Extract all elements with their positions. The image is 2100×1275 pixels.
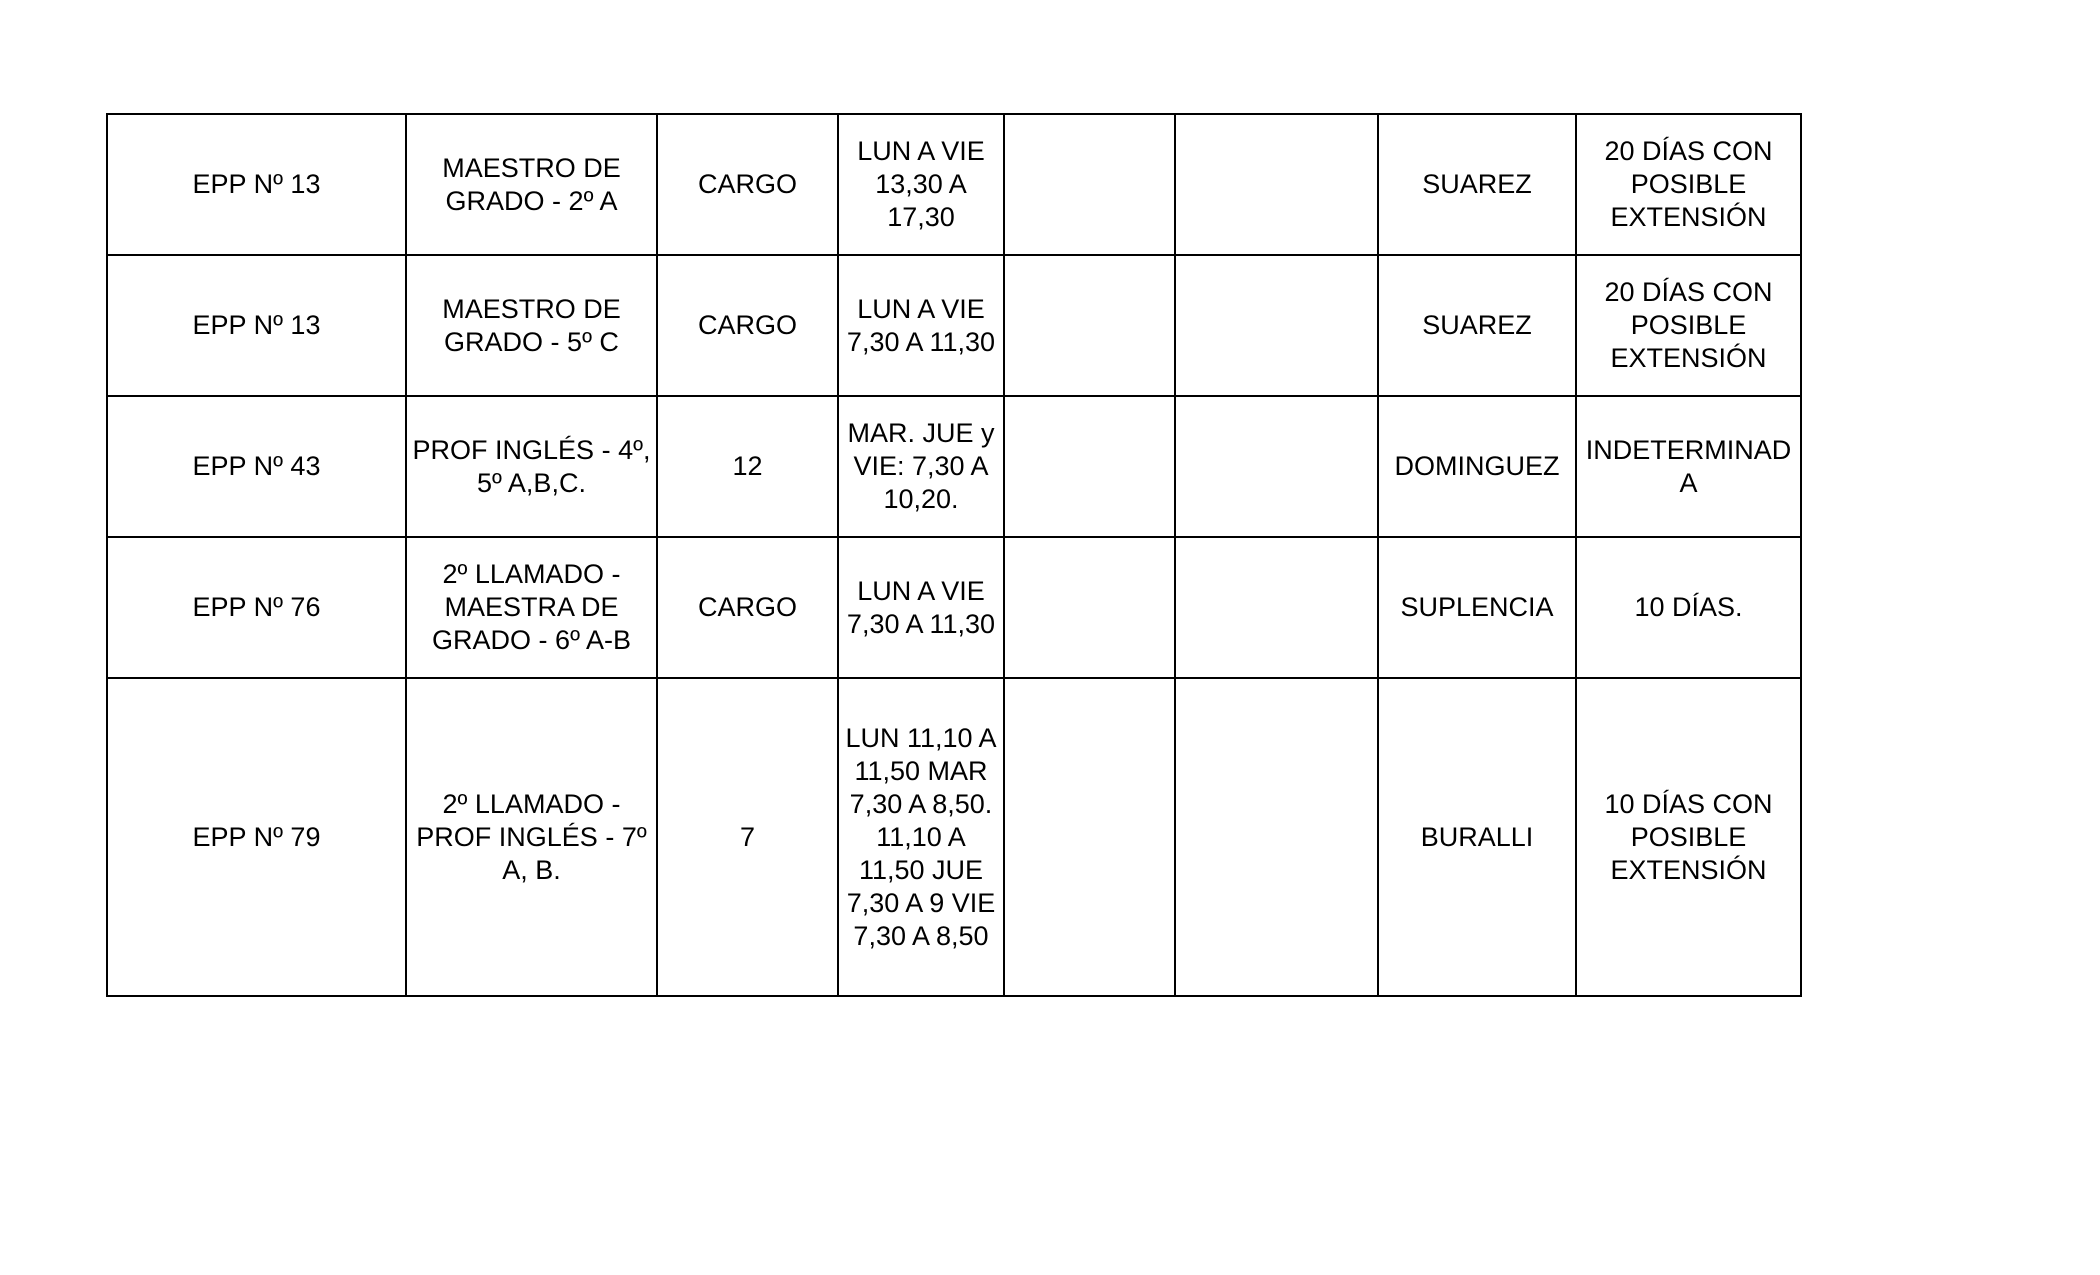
school-cell: EPP Nº 76 [107,537,406,678]
table-row [107,255,1801,396]
empty-cell [1175,537,1378,678]
hours-cell: CARGO [657,537,838,678]
schedule-cell: LUN 11,10 A 11,50 MAR 7,30 A 8,50. 11,10 A 11,50 JUE 7,30 A 9 VIE 7,30 A 8,50 [838,678,1004,996]
schedule-cell: LUN A VIE 13,30 A 17,30 [838,114,1004,255]
name-cell: SUPLENCIA [1378,537,1576,678]
job-listing-table [106,113,1802,997]
empty-cell [1004,537,1175,678]
empty-cell [1004,396,1175,537]
duration-cell: INDETERMINAD A [1576,396,1801,537]
duration-cell: 10 DÍAS CON POSIBLE EXTENSIÓN [1576,678,1801,996]
hours-cell: 12 [657,396,838,537]
position-cell: 2º LLAMADO - MAESTRA DE GRADO - 6º A-B [406,537,657,678]
table-row [107,396,1801,537]
duration-cell: 20 DÍAS CON POSIBLE EXTENSIÓN [1576,255,1801,396]
table-row [107,537,1801,678]
empty-cell [1175,396,1378,537]
empty-cell [1004,114,1175,255]
school-cell: EPP Nº 13 [107,255,406,396]
position-cell: PROF INGLÉS - 4º, 5º A,B,C. [406,396,657,537]
position-cell: MAESTRO DE GRADO - 5º C [406,255,657,396]
empty-cell [1175,114,1378,255]
name-cell: SUAREZ [1378,255,1576,396]
hours-cell: CARGO [657,255,838,396]
school-cell: EPP Nº 79 [107,678,406,996]
schedule-cell: LUN A VIE 7,30 A 11,30 [838,255,1004,396]
schedule-cell: LUN A VIE 7,30 A 11,30 [838,537,1004,678]
school-cell: EPP Nº 43 [107,396,406,537]
empty-cell [1004,255,1175,396]
empty-cell [1175,255,1378,396]
hours-cell: 7 [657,678,838,996]
duration-cell: 20 DÍAS CON POSIBLE EXTENSIÓN [1576,114,1801,255]
table-row [107,114,1801,255]
position-cell: MAESTRO DE GRADO - 2º A [406,114,657,255]
empty-cell [1004,678,1175,996]
duration-cell: 10 DÍAS. [1576,537,1801,678]
name-cell: BURALLI [1378,678,1576,996]
empty-cell [1175,678,1378,996]
hours-cell: CARGO [657,114,838,255]
name-cell: SUAREZ [1378,114,1576,255]
schedule-cell: MAR. JUE y VIE: 7,30 A 10,20. [838,396,1004,537]
position-cell: 2º LLAMADO - PROF INGLÉS - 7º A, B. [406,678,657,996]
table-row [107,678,1801,996]
school-cell: EPP Nº 13 [107,114,406,255]
name-cell: DOMINGUEZ [1378,396,1576,537]
